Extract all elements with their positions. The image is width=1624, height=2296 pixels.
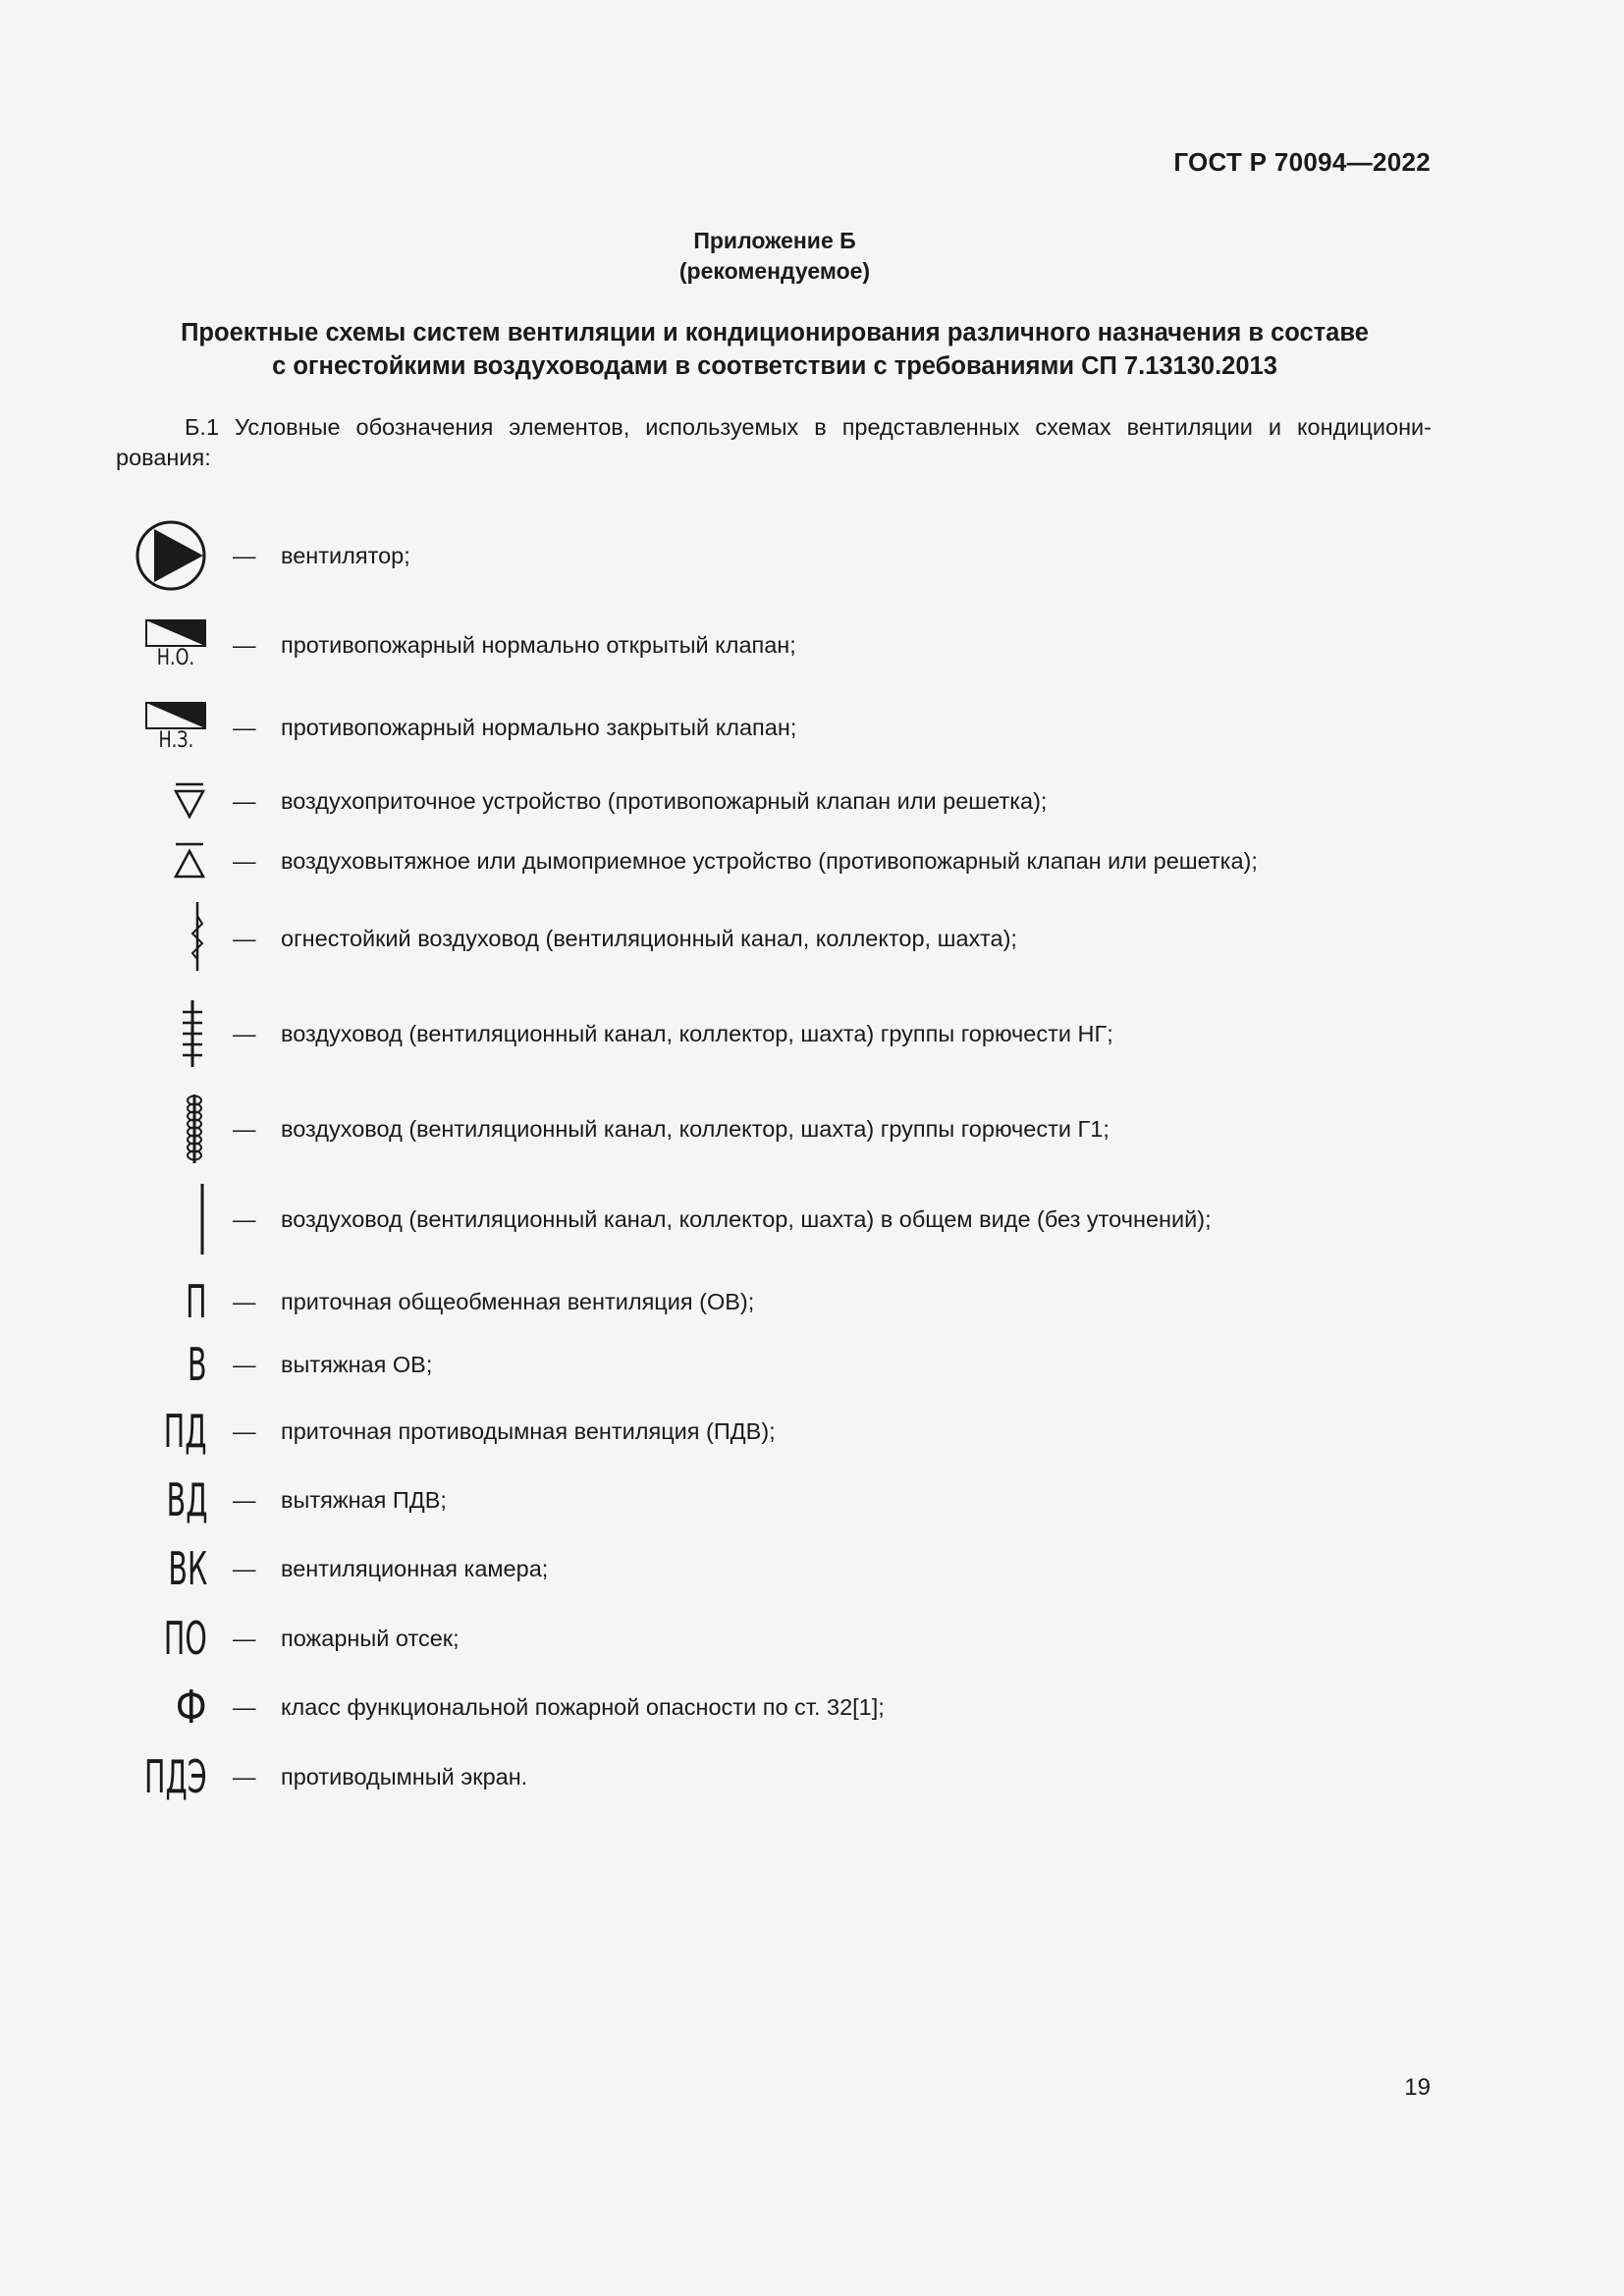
legend-text: пожарный отсек;: [281, 1625, 460, 1651]
legend-dash: —: [233, 925, 256, 951]
damper-label: Н.З.: [158, 728, 193, 753]
symbol-pd: ПД: [164, 1405, 207, 1458]
legend-symbol: [173, 1272, 207, 1331]
legend-dash: —: [233, 631, 256, 658]
damper-normally-open-icon: [145, 619, 206, 647]
damper-label: Н.О.: [156, 646, 195, 670]
legend-dash: —: [233, 787, 256, 814]
legend-dash: —: [233, 1693, 256, 1720]
legend-symbol: [168, 1678, 207, 1736]
legend-text: вытяжная ОВ;: [281, 1351, 433, 1377]
symbol-vk: ВК: [168, 1542, 207, 1595]
legend-symbol: [144, 1539, 207, 1598]
legend-item: [0, 1002, 1624, 1065]
legend-dash: —: [233, 714, 256, 740]
fire-resistant-duct-icon: [188, 902, 207, 971]
legend-text: приточная общеобменная вентиляция (ОВ);: [281, 1288, 755, 1314]
document-code: ГОСТ Р 70094—2022: [1173, 147, 1431, 177]
legend-symbol: [106, 1747, 207, 1806]
legend-dash: —: [233, 847, 256, 874]
appendix-note: (рекомендуемое): [678, 258, 871, 284]
symbol-vd: ВД: [166, 1473, 207, 1526]
intro-line-1: Б.1 Условные обозначения элементов, используемых в представленных схемах вентиляции и кондициони-: [185, 414, 1432, 440]
section-title: [108, 316, 1441, 383]
duct-ng-icon: [178, 1000, 207, 1067]
legend-text: вентиляционная камера;: [281, 1555, 549, 1581]
legend-symbol: [188, 909, 207, 968]
legend-dash: —: [233, 1625, 256, 1651]
legend-text: огнестойкий воздуховод (вентиляционный канал, коллектор, шахта);: [281, 925, 1017, 951]
legend-symbol: [137, 1402, 207, 1461]
duct-general-icon: [197, 1184, 207, 1255]
legend-text: противодымный экран.: [281, 1763, 528, 1789]
legend-text: воздуховытяжное или дымоприемное устройство (противопожарный клапан или решетка);: [281, 847, 1258, 874]
appendix-title: Приложение Б: [693, 228, 856, 253]
legend-item: [0, 1747, 1624, 1806]
legend-dash: —: [233, 1115, 256, 1142]
legend-item: [0, 772, 1624, 830]
section-title-line-2: с огнестойкими воздуховодами в соответствии с требованиями СП 7.13130.2013: [272, 352, 1277, 380]
legend-dash: —: [233, 1486, 256, 1513]
legend-item: [0, 1539, 1624, 1598]
appendix-heading: [0, 226, 1549, 287]
legend-symbol: [144, 615, 207, 674]
supply-device-icon: [172, 781, 207, 821]
legend-dash: —: [233, 1763, 256, 1789]
legend-symbol: [182, 1095, 207, 1162]
legend-item: [0, 1470, 1624, 1529]
legend-symbol: [197, 1184, 207, 1255]
legend-item: [0, 1402, 1624, 1461]
legend-symbol: [176, 1335, 207, 1394]
legend-dash: —: [233, 1020, 256, 1046]
exhaust-device-icon: [172, 841, 207, 881]
legend-text: воздухоприточное устройство (противопожарный клапан или решетка);: [281, 787, 1048, 814]
legend-text: воздуховод (вентиляционный канал, коллектор, шахта) группы горючести Г1;: [281, 1115, 1110, 1142]
legend-item: [0, 1609, 1624, 1668]
legend-symbol: [141, 1470, 208, 1529]
legend-item: [0, 909, 1624, 968]
symbol-po: ПО: [164, 1612, 207, 1665]
legend-item: [0, 1678, 1624, 1736]
legend-symbol: [178, 1002, 207, 1065]
symbol-pde: ПДЭ: [144, 1750, 207, 1803]
legend-symbol: [144, 698, 207, 757]
fan-icon: [135, 519, 207, 592]
page-number: 19: [1404, 2074, 1431, 2101]
legend-text: воздуховод (вентиляционный канал, коллектор, шахта) группы горючести НГ;: [281, 1020, 1113, 1046]
duct-g1-icon: [182, 1095, 207, 1163]
legend-text: приточная противодымная вентиляция (ПДВ);: [281, 1417, 776, 1444]
legend-item: [0, 1184, 1624, 1255]
legend-item: [0, 1335, 1624, 1394]
legend-text: класс функциональной пожарной опасности по ст. 32[1];: [281, 1693, 885, 1720]
symbol-p: П: [186, 1275, 207, 1328]
legend-symbol: [172, 831, 207, 890]
symbol-v: В: [188, 1338, 207, 1391]
legend-symbol: [135, 526, 207, 585]
legend-text: вентилятор;: [281, 542, 410, 568]
legend-dash: —: [233, 1288, 256, 1314]
damper-normally-closed-icon: [145, 702, 206, 729]
legend-text: воздуховод (вентиляционный канал, коллектор, шахта) в общем виде (без уточнений);: [281, 1205, 1212, 1232]
legend-text: противопожарный нормально закрытый клапан;: [281, 714, 797, 740]
legend-symbol: [137, 1609, 207, 1668]
legend-item: [0, 526, 1624, 585]
legend-symbol: [172, 772, 207, 830]
legend-dash: —: [233, 542, 256, 568]
symbol-f: Ф: [176, 1681, 207, 1734]
legend-dash: —: [233, 1205, 256, 1232]
legend-item: [0, 615, 1624, 674]
legend-dash: —: [233, 1417, 256, 1444]
intro-paragraph: [116, 412, 1432, 473]
legend-dash: —: [233, 1351, 256, 1377]
legend-item: [0, 698, 1624, 757]
legend-item: [0, 1272, 1624, 1331]
legend-item: [0, 831, 1624, 890]
legend-text: противопожарный нормально открытый клапан;: [281, 631, 796, 658]
legend-dash: —: [233, 1555, 256, 1581]
legend-text: вытяжная ПДВ;: [281, 1486, 447, 1513]
intro-line-2: рования:: [116, 445, 211, 470]
legend-item: [0, 1095, 1624, 1162]
section-title-line-1: Проектные схемы систем вентиляции и кондиционирования различного назначения в составе: [181, 319, 1369, 347]
